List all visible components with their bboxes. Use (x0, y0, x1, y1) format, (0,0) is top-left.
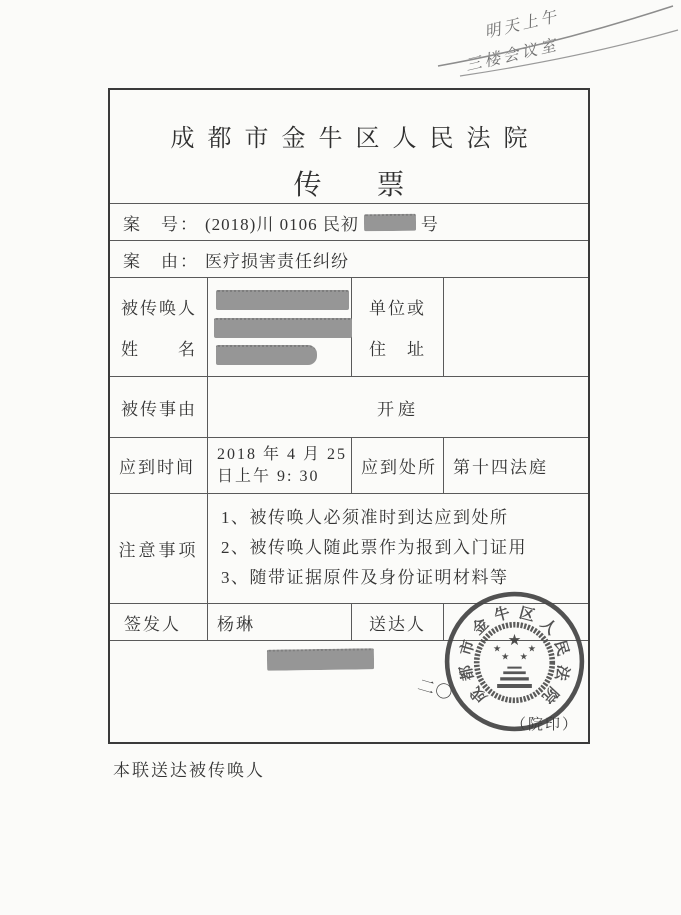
seal-caption: （院印） (511, 717, 580, 733)
seal-outer-ring (447, 594, 582, 729)
unit-address-label: 单位或 住 址 (352, 278, 444, 376)
case-number-suffix: 号 (420, 214, 438, 234)
svg-text:★: ★ (501, 651, 510, 663)
appear-place-value: 第十四法庭 (453, 458, 548, 477)
svg-text:院: 院 (538, 683, 563, 707)
court-name: 成都市金牛区人民法院 (170, 126, 541, 152)
svg-text:人: 人 (536, 614, 561, 639)
svg-text:区: 区 (517, 603, 537, 625)
note-item-2: 2、被传唤人随此票作为报到入门证用 (221, 538, 527, 557)
issuer-label: 签发人 (110, 604, 208, 640)
summon-reason-label: 被传事由 (110, 377, 208, 437)
handwritten-date-fragment: 二〇 (415, 675, 456, 704)
case-cause-row (110, 240, 588, 277)
svg-text:牛: 牛 (492, 603, 512, 625)
copy-recipient-note: 本联送达被传唤人 (113, 761, 265, 780)
seal-ring-text (456, 603, 572, 707)
case-cause-value: 医疗损害责任纠纷 (205, 251, 349, 271)
national-emblem-icon (477, 625, 553, 701)
summoned-name-value-redacted (208, 278, 352, 376)
title-block (110, 90, 588, 203)
svg-text:★: ★ (507, 631, 522, 650)
note-item-3: 3、随带证据原件及身份证明材料等 (221, 568, 509, 587)
server-label: 送达人 (352, 604, 444, 640)
case-number-row (110, 203, 588, 240)
svg-text:民: 民 (550, 638, 573, 658)
appear-time-label: 应到时间 (110, 438, 208, 493)
handwritten-annotation (430, 0, 681, 80)
summoned-name-label: 被传唤人 姓 名 (110, 278, 208, 376)
svg-text:法: 法 (551, 663, 573, 683)
handwriting-line-2: 三楼会议室 (463, 34, 561, 75)
svg-text:市: 市 (456, 638, 479, 658)
notes-row (110, 493, 588, 603)
name-redaction-bar-2 (214, 318, 352, 338)
appear-time-value: 2018 年 4 月 25 日上午 9: 30 (208, 438, 352, 493)
case-number-redaction (364, 213, 416, 231)
emblem-gate (497, 668, 532, 686)
issuer-value: 杨琳 (208, 604, 352, 640)
unit-address-value-empty (444, 278, 588, 376)
case-number-label: 案 号： (123, 214, 199, 234)
phone-number-redaction (267, 648, 374, 670)
name-redaction-bar-3 (216, 345, 317, 365)
handwriting-line-1: 明天上午 (482, 6, 561, 42)
summon-reason-row (110, 376, 588, 437)
svg-text:★: ★ (519, 651, 528, 663)
svg-text:★: ★ (527, 643, 536, 655)
summoned-person-row (110, 277, 588, 376)
name-redaction-bar-1 (216, 290, 349, 310)
appear-time-row (110, 437, 588, 493)
notes-label: 注意事项 (110, 494, 208, 603)
svg-text:成: 成 (466, 683, 491, 707)
svg-text:都: 都 (456, 663, 478, 683)
summon-reason-value: 开庭 (377, 399, 419, 419)
notes-list (208, 494, 588, 603)
svg-text:金: 金 (468, 614, 493, 639)
svg-text:★: ★ (493, 643, 502, 655)
note-item-1: 1、被传唤人必须准时到达应到处所 (221, 508, 509, 527)
document-title: 传票 (293, 170, 460, 201)
case-number-prefix: (2018)川 0106 民初 (205, 214, 359, 234)
appear-place-label: 应到处所 (352, 438, 444, 493)
case-cause-label: 案 由： (123, 251, 199, 271)
emblem-stars (493, 631, 536, 662)
